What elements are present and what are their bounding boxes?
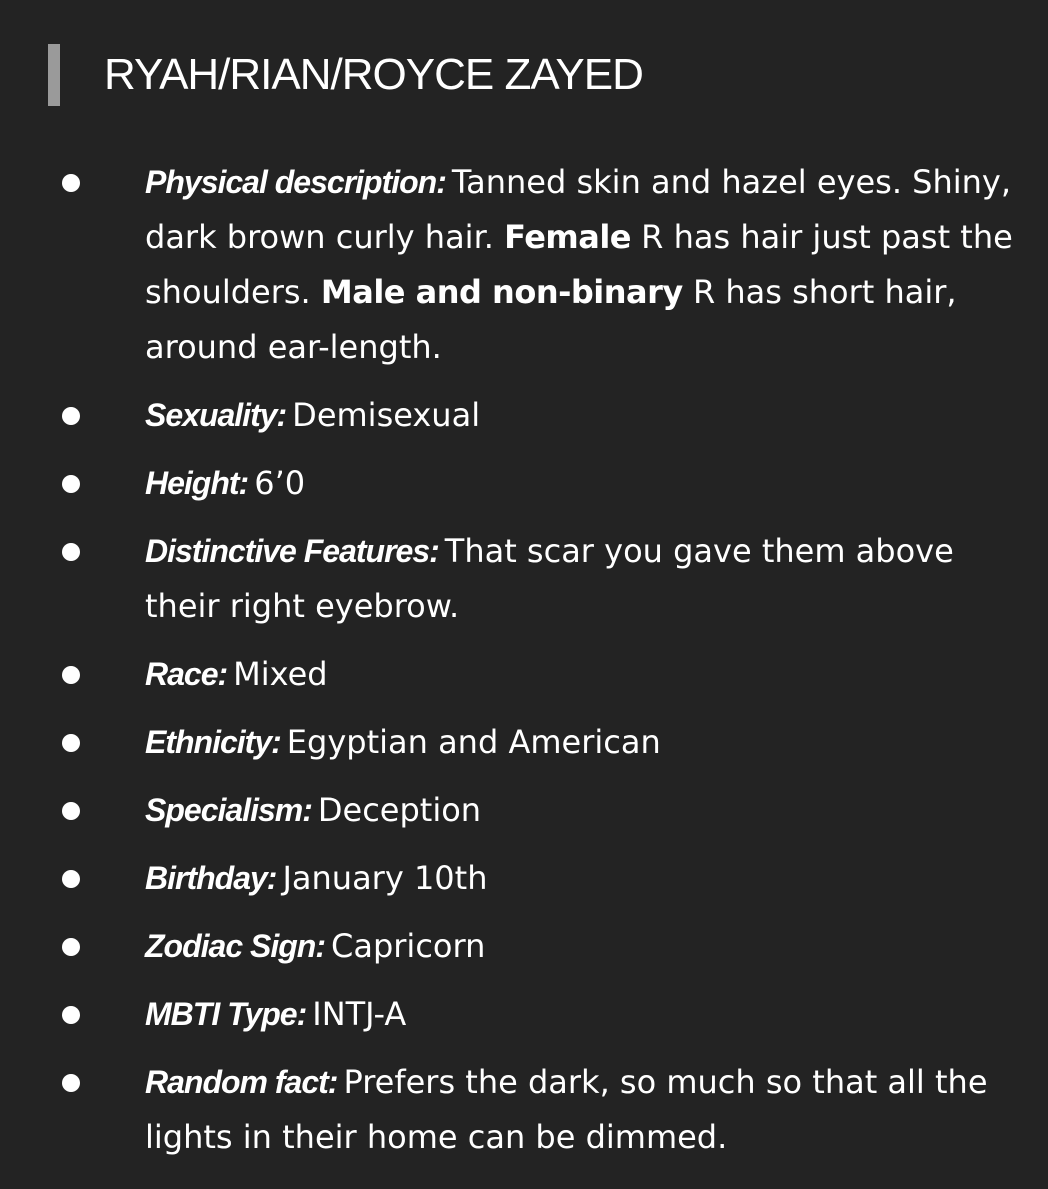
fact-value: INTJ-A [312,995,407,1033]
fact-value: Mixed [233,655,328,693]
list-item [0,647,1048,702]
fact-emphasis: Female [504,218,631,256]
fact-value: Demisexual [292,396,481,434]
fact-label: Height: [145,465,249,501]
fact-label: Distinctive Features: [145,533,439,569]
fact-value: Capricorn [331,927,486,965]
heading [48,44,643,106]
fact-label: Ethnicity: [145,724,281,760]
bullet-icon [62,666,80,684]
fact-emphasis: Male and non-binary [320,273,683,311]
fact-label: Physical description: [145,164,446,200]
list-item [0,155,1048,375]
fact-value: January 10th [282,859,488,897]
fact-label: Race: [145,656,228,692]
fact-value: R has short hair, around ear-length. [145,273,957,366]
bullet-icon [62,1074,80,1092]
list-item [0,715,1048,770]
bullet-icon [62,475,80,493]
bullet-icon [62,938,80,956]
bullet-icon [62,734,80,752]
fact-value: R has hair just past the shoulders. [145,218,1013,311]
bullet-icon [62,802,80,820]
list-item [0,388,1048,443]
fact-value: Deception [317,791,482,829]
bullet-icon [62,870,80,888]
fact-value: Tanned skin and hazel eyes. Shiny, dark brown curly hair. [145,163,1012,256]
page-title: RYAH/RIAN/ROYCE ZAYED [104,50,643,99]
list-item [0,919,1048,974]
fact-label: MBTI Type: [145,996,307,1032]
list-item [0,851,1048,906]
bullet-icon [62,174,80,192]
list-item [0,456,1048,511]
fact-value: Prefers the dark, so much so that all the lights in their home can be dimmed. [145,1063,988,1156]
list-item [0,1055,1048,1165]
fact-label: Specialism: [145,792,312,828]
fact-label: Random fact: [145,1064,338,1100]
list-item [0,524,1048,634]
fact-value: That scar you gave them above their right eyebrow. [145,532,954,625]
fact-value: 6’0 [254,464,306,502]
list-item [0,987,1048,1042]
bullet-icon [62,1006,80,1024]
fact-label: Sexuality: [145,397,287,433]
heading-accent-bar [48,44,60,106]
fact-list [0,155,1048,1178]
fact-value: Egyptian and American [286,723,661,761]
fact-label: Zodiac Sign: [145,928,325,964]
fact-label: Birthday: [145,860,277,896]
bullet-icon [62,407,80,425]
bullet-icon [62,543,80,561]
list-item [0,783,1048,838]
